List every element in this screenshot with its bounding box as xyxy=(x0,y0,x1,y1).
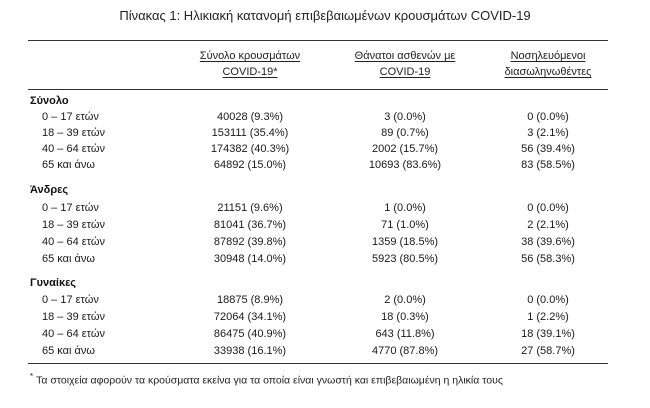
cases-cell: 153111 (35.4%) xyxy=(211,127,289,139)
column-header-intubated xyxy=(478,48,618,80)
top-rule xyxy=(28,40,608,41)
deaths-cell: 1 (0.0%) xyxy=(384,202,426,214)
age-cell: 65 και άνω xyxy=(42,159,95,171)
age-cell: 40 – 64 ετών xyxy=(42,236,105,248)
table-row xyxy=(0,253,650,268)
cases-cell: 18875 (8.9%) xyxy=(216,294,284,306)
age-cell: 65 και άνω xyxy=(42,345,95,357)
age-cell: 18 – 39 ετών xyxy=(42,219,105,231)
age-cell: 18 – 39 ετών xyxy=(42,127,105,139)
deaths-cell: 3 (0.0%) xyxy=(384,111,426,123)
age-cell: 65 και άνω xyxy=(42,253,95,265)
group-label-men: Άνδρες xyxy=(30,184,69,196)
column-header-line2: διασωληνωθέντες xyxy=(504,66,592,78)
age-cell: 0 – 17 ετών xyxy=(42,294,99,306)
group-label-women: Γυναίκες xyxy=(30,277,77,289)
deaths-cell: 1359 (18.5%) xyxy=(371,236,439,248)
intubated-cell: 1 (2.2%) xyxy=(527,311,569,323)
deaths-cell: 2002 (15.7%) xyxy=(371,143,439,155)
table-row xyxy=(0,294,650,309)
table-row xyxy=(0,311,650,326)
age-cell: 18 – 39 ετών xyxy=(42,311,105,323)
table-row xyxy=(0,345,650,360)
table-row xyxy=(0,111,650,126)
cases-cell: 64892 (15.0%) xyxy=(213,159,287,171)
deaths-cell: 18 (0.3%) xyxy=(381,311,429,323)
cases-cell: 87892 (39.8%) xyxy=(213,236,287,248)
intubated-cell: 0 (0.0%) xyxy=(527,202,569,214)
intubated-cell: 0 (0.0%) xyxy=(527,111,569,123)
deaths-cell: 2 (0.0%) xyxy=(384,294,426,306)
intubated-cell: 18 (39.1%) xyxy=(521,328,575,340)
column-header-line2: COVID-19* xyxy=(222,66,278,78)
intubated-cell: 56 (39.4%) xyxy=(521,143,575,155)
header-rule xyxy=(28,89,608,90)
intubated-cell: 38 (39.6%) xyxy=(521,236,575,248)
footnote xyxy=(30,372,503,387)
cases-cell: 40028 (9.3%) xyxy=(216,111,284,123)
table-row xyxy=(0,127,650,142)
table-row xyxy=(0,202,650,217)
intubated-cell: 0 (0.0%) xyxy=(527,294,569,306)
cases-cell: 21151 (9.6%) xyxy=(217,202,283,214)
age-cell: 40 – 64 ετών xyxy=(42,328,105,340)
intubated-cell: 3 (2.1%) xyxy=(527,127,569,139)
column-header-deaths xyxy=(330,48,480,80)
cases-cell: 86475 (40.9%) xyxy=(213,328,287,340)
column-header-line2: COVID-19 xyxy=(379,66,431,78)
column-header-line1: Σύνολο κρουσμάτων xyxy=(199,50,301,62)
deaths-cell: 10693 (83.6%) xyxy=(368,159,442,171)
deaths-cell: 71 (1.0%) xyxy=(381,219,429,231)
age-cell: 0 – 17 ετών xyxy=(42,202,99,214)
deaths-cell: 643 (11.8%) xyxy=(375,328,435,340)
bottom-rule xyxy=(28,363,608,364)
intubated-cell: 56 (58.3%) xyxy=(521,253,575,265)
cases-cell: 30948 (14.0%) xyxy=(213,253,287,265)
deaths-cell: 89 (0.7%) xyxy=(381,127,429,139)
cases-cell: 81041 (36.7%) xyxy=(213,219,287,231)
intubated-cell: 83 (58.5%) xyxy=(521,159,575,171)
deaths-cell: 5923 (80.5%) xyxy=(371,253,439,265)
footnote-mark: * xyxy=(30,372,34,381)
column-header-total-cases xyxy=(175,48,325,80)
table-row xyxy=(0,236,650,251)
table-title: Πίνακας 1: Ηλικιακή κατανομή επιβεβαιωμένων κρουσμάτων COVID-19 xyxy=(119,8,531,23)
cases-cell: 33938 (16.1%) xyxy=(213,345,287,357)
table-row xyxy=(0,159,650,174)
group-label-total: Σύνολο xyxy=(30,95,69,107)
intubated-cell: 2 (2.1%) xyxy=(527,219,569,231)
table-row xyxy=(0,143,650,158)
column-header-line1: Νοσηλευόμενοι xyxy=(510,50,586,62)
deaths-cell: 4770 (87.8%) xyxy=(371,345,439,357)
footnote-text: Τα στοιχεία αφορούν τα κρούσματα εκείνα για τα οποία είναι γνωστή και επιβεβαιωμένη η ηλικία τους xyxy=(36,374,503,387)
intubated-cell: 27 (58.7%) xyxy=(521,345,575,357)
cases-cell: 72064 (34.1%) xyxy=(213,311,287,323)
table-row xyxy=(0,328,650,343)
column-header-line1: Θάνατοι ασθενών με xyxy=(354,50,456,62)
age-cell: 0 – 17 ετών xyxy=(42,111,99,123)
age-cell: 40 – 64 ετών xyxy=(42,143,105,155)
table-row xyxy=(0,219,650,234)
cases-cell: 174382 (40.3%) xyxy=(210,143,290,155)
